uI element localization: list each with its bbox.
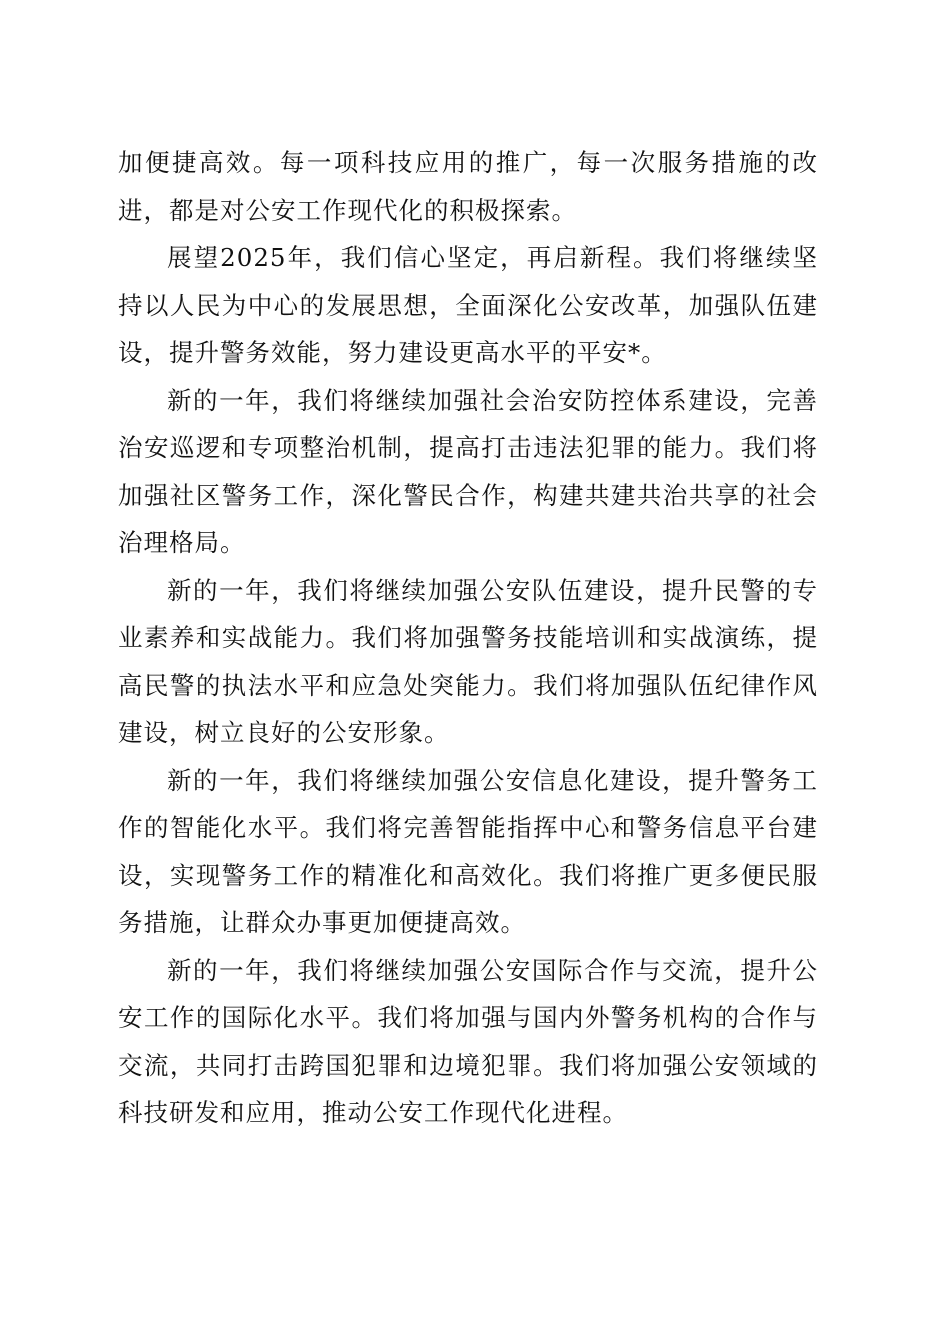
document-body [118, 139, 818, 1137]
paragraph-team-building: 新的一年，我们将继续加强公安队伍建设，提升民警的专业素养和实战能力。我们将加强警务技能培训和实战演练，提高民警的执法水平和应急处突能力。我们将加强队伍纪律作风建设，树立良好的公安形象。 [118, 575, 818, 747]
paragraph-public-security-control: 新的一年，我们将继续加强社会治安防控体系建设，完善治安巡逻和专项整治机制，提高打击违法犯罪的能力。我们将加强社区警务工作，深化警民合作，构建共建共治共享的社会治理格局。 [118, 385, 818, 557]
paragraph-continuation: 加便捷高效。每一项科技应用的推广，每一次服务措施的改进，都是对公安工作现代化的积极探索。 [118, 148, 818, 225]
paragraph-informatization: 新的一年，我们将继续加强公安信息化建设，提升警务工作的智能化水平。我们将完善智能指挥中心和警务信息平台建设，实现警务工作的精准化和高效化。我们将推广更多便民服务措施，让群众办事更加便捷高效。 [118, 765, 818, 937]
paragraph-international-cooperation: 新的一年，我们将继续加强公安国际合作与交流，提升公安工作的国际化水平。我们将加强与国内外警务机构的合作与交流，共同打击跨国犯罪和边境犯罪。我们将加强公安领域的科技研发和应用，推动公安工作现代化进程。 [118, 955, 818, 1127]
paragraph-outlook-2025: 展望2025年，我们信心坚定，再启新程。我们将继续坚持以人民为中心的发展思想，全面深化公安改革，加强队伍建设，提升警务效能，努力建设更高水平的平安*。 [118, 243, 818, 367]
